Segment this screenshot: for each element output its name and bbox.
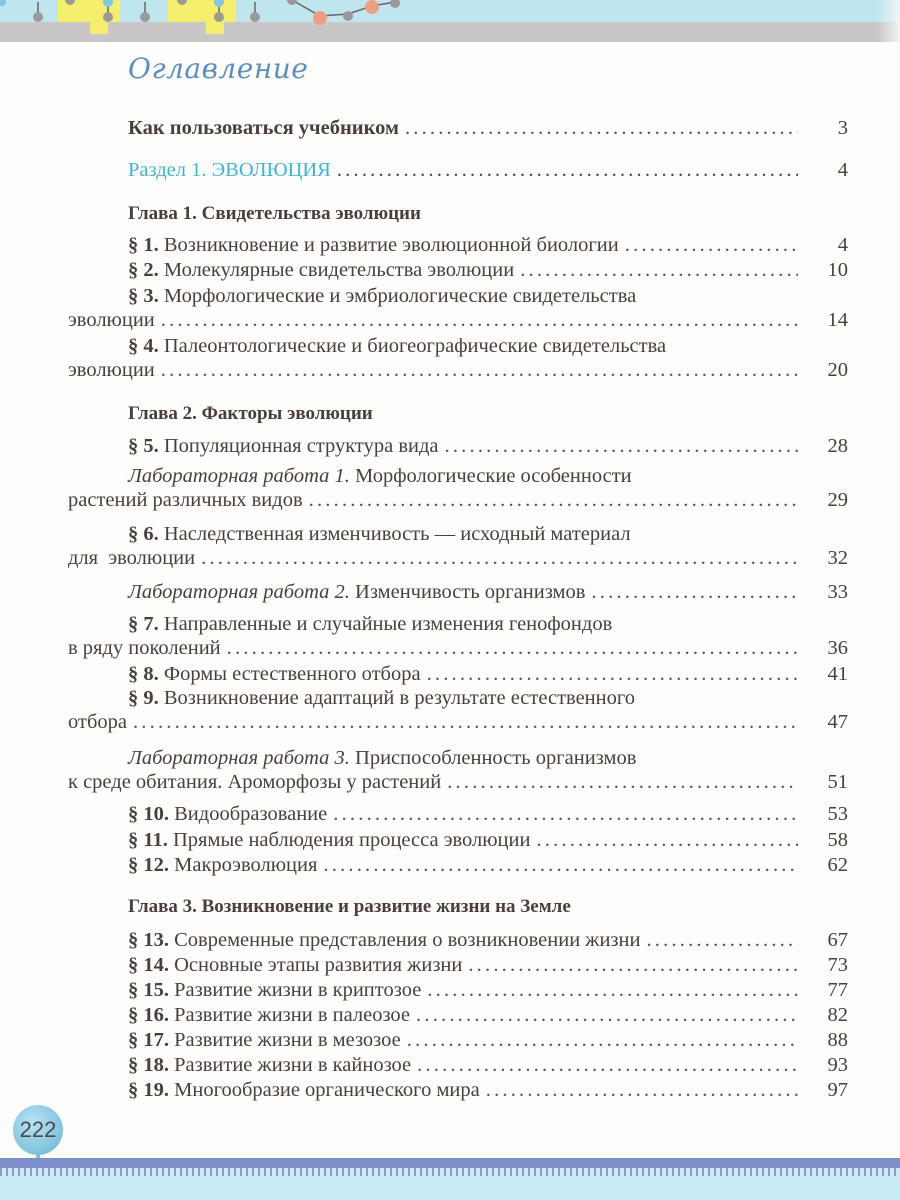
- toc-entry-p12[interactable]: [68, 853, 848, 877]
- footer-band-blue: [0, 1176, 900, 1200]
- entry-title: Направленные и случайные изменения генофондов: [163, 613, 613, 635]
- page-ref: 77: [827, 979, 848, 1001]
- page-ref: 3: [837, 117, 848, 139]
- section-title: Раздел 1. ЭВОЛЮЦИЯ: [128, 159, 331, 181]
- paragraph-number: § 18.: [128, 1054, 169, 1076]
- toc-chapter-3[interactable]: [68, 895, 848, 919]
- toc-entry-p9[interactable]: [68, 686, 848, 734]
- page-ref: 62: [827, 854, 848, 876]
- paragraph-number: § 8.: [128, 663, 159, 685]
- toc-entry-p14[interactable]: [68, 953, 848, 977]
- paragraph-number: § 7.: [128, 613, 159, 635]
- toc-entry-lab2[interactable]: [68, 580, 848, 604]
- page-ref: 14: [827, 309, 848, 331]
- entry-title-cont: эволюции: [68, 309, 155, 331]
- entry-title: Популяционная структура вида: [163, 435, 439, 457]
- paragraph-number: § 6.: [128, 523, 159, 545]
- page-ref: 4: [837, 159, 848, 181]
- page-edge-shadow: [878, 0, 900, 42]
- entry-title: Макроэволюция: [174, 854, 318, 876]
- chapter-title: Глава 3. Возникновение и развитие жизни на Земле: [128, 896, 571, 917]
- entry-title: Морфологические особенности: [355, 465, 632, 487]
- page-ref: 82: [827, 1004, 848, 1026]
- page-ref: 32: [827, 547, 848, 569]
- toc-entry-p16[interactable]: [68, 1003, 848, 1027]
- page-ref: 33: [827, 581, 848, 603]
- page-ref: 20: [827, 359, 848, 381]
- page-ref: 97: [827, 1079, 848, 1101]
- paragraph-number: § 15.: [128, 979, 169, 1001]
- entry-title: Наследственная изменчивость — исходный материал: [163, 523, 631, 545]
- page-ref: 67: [827, 929, 848, 951]
- page-ref: 4: [837, 234, 848, 256]
- toc-entry-p19[interactable]: [68, 1078, 848, 1102]
- entry-title: Видообразование: [174, 803, 328, 825]
- paragraph-number: § 1.: [128, 234, 159, 256]
- paragraph-number: § 10.: [128, 803, 169, 825]
- page-ref: 73: [827, 954, 848, 976]
- toc-entry-lab3[interactable]: [68, 746, 848, 794]
- toc-entry-p17[interactable]: [68, 1028, 848, 1052]
- toc-entry-lab1[interactable]: [68, 464, 848, 512]
- toc-entry-p15[interactable]: [68, 978, 848, 1002]
- page-ref: 51: [827, 771, 848, 793]
- entry-title: Многообразие органического мира: [174, 1079, 480, 1101]
- entry-title: Развитие жизни в мезозое: [174, 1029, 401, 1051]
- page-number-badge: 222: [13, 1105, 63, 1155]
- entry-title-cont: в ряду поколений: [68, 637, 221, 659]
- chapter-title: Глава 2. Факторы эволюции: [128, 403, 373, 424]
- entry-title: Формы естественного отбора: [163, 663, 421, 685]
- lab-work-label: Лабораторная работа 1.: [128, 465, 350, 487]
- toc-chapter-2[interactable]: [68, 402, 848, 426]
- entry-title: Палеонтологические и биогеографические свидетельства: [163, 335, 667, 357]
- entry-title: Возникновение и развитие эволюционной биологии: [163, 234, 619, 256]
- toc-entry-p7[interactable]: [68, 612, 848, 660]
- molecule-decoration-icon: [0, 0, 420, 42]
- entry-title: Изменчивость организмов: [355, 581, 586, 603]
- entry-title: Развитие жизни в кайнозое: [174, 1054, 412, 1076]
- entry-title: Развитие жизни в палеозое: [174, 1004, 411, 1026]
- paragraph-number: § 3.: [128, 285, 159, 307]
- page-ref: 53: [827, 803, 848, 825]
- page-ref: 47: [827, 711, 848, 733]
- toc-entry-p6[interactable]: [68, 522, 848, 570]
- page-ref: 10: [827, 259, 848, 281]
- page-ref: 41: [827, 663, 848, 685]
- toc-entry-p10[interactable]: [68, 802, 848, 826]
- paragraph-number: § 17.: [128, 1029, 169, 1051]
- toc-entry-p13[interactable]: [68, 928, 848, 952]
- paragraph-number: § 5.: [128, 435, 159, 457]
- toc-entry-p2[interactable]: [68, 258, 848, 282]
- page-ref: 28: [827, 435, 848, 457]
- page-ref: 29: [827, 489, 848, 511]
- entry-title: Современные представления о возникновении жизни: [174, 929, 641, 951]
- toc-entry-p18[interactable]: [68, 1053, 848, 1077]
- entry-title: Молекулярные свидетельства эволюции: [163, 259, 515, 281]
- paragraph-number: § 14.: [128, 954, 169, 976]
- toc-entry-p3[interactable]: [68, 284, 848, 332]
- entry-title: Прямые наблюдения процесса эволюции: [173, 829, 531, 851]
- paragraph-number: § 11.: [128, 829, 168, 851]
- toc-entry-p4[interactable]: [68, 334, 848, 382]
- lab-work-label: Лабораторная работа 2.: [128, 581, 350, 603]
- page-ref: 88: [827, 1029, 848, 1051]
- paragraph-number: § 12.: [128, 854, 169, 876]
- page-ref: 93: [827, 1054, 848, 1076]
- toc-entry-intro[interactable]: [68, 116, 848, 140]
- paragraph-number: § 9.: [128, 687, 159, 709]
- entry-title-cont: эволюции: [68, 359, 155, 381]
- page-ref: 58: [827, 829, 848, 851]
- paragraph-number: § 13.: [128, 929, 169, 951]
- toc-entry-p5[interactable]: [68, 434, 848, 458]
- chapter-title: Глава 1. Свидетельства эволюции: [128, 203, 421, 224]
- paragraph-number: § 2.: [128, 259, 159, 281]
- entry-title: Морфологические и эмбриологические свидетельства: [163, 285, 637, 307]
- page-ref: 36: [827, 637, 848, 659]
- lab-work-label: Лабораторная работа 3.: [128, 747, 350, 769]
- footer-ruler-ticks: [0, 1168, 900, 1176]
- toc-entry-p8[interactable]: [68, 662, 848, 686]
- entry-title-cont: растений различных видов: [68, 489, 303, 511]
- toc-entry-p1[interactable]: [68, 233, 848, 257]
- entry-title: Возникновение адаптаций в результате естественного: [163, 687, 636, 709]
- entry-title: Как пользоваться учебником: [128, 117, 399, 139]
- paragraph-number: § 4.: [128, 335, 159, 357]
- entry-title: Развитие жизни в криптозое: [174, 979, 422, 1001]
- paragraph-number: § 19.: [128, 1079, 169, 1101]
- entry-title-cont: для эволюции: [68, 547, 196, 569]
- toc-entry-p11[interactable]: [68, 828, 848, 852]
- entry-title: Основные этапы развития жизни: [174, 954, 463, 976]
- entry-title-cont: отбора: [68, 711, 127, 733]
- footer-bar: [0, 1158, 900, 1168]
- entry-title: Приспособленность организмов: [355, 747, 637, 769]
- toc-chapter-1[interactable]: [68, 202, 848, 226]
- entry-title-cont: к среде обитания. Ароморфозы у растений: [68, 771, 442, 793]
- paragraph-number: § 16.: [128, 1004, 169, 1026]
- toc-section-1[interactable]: [68, 158, 848, 182]
- page-title: Оглавление: [128, 52, 309, 85]
